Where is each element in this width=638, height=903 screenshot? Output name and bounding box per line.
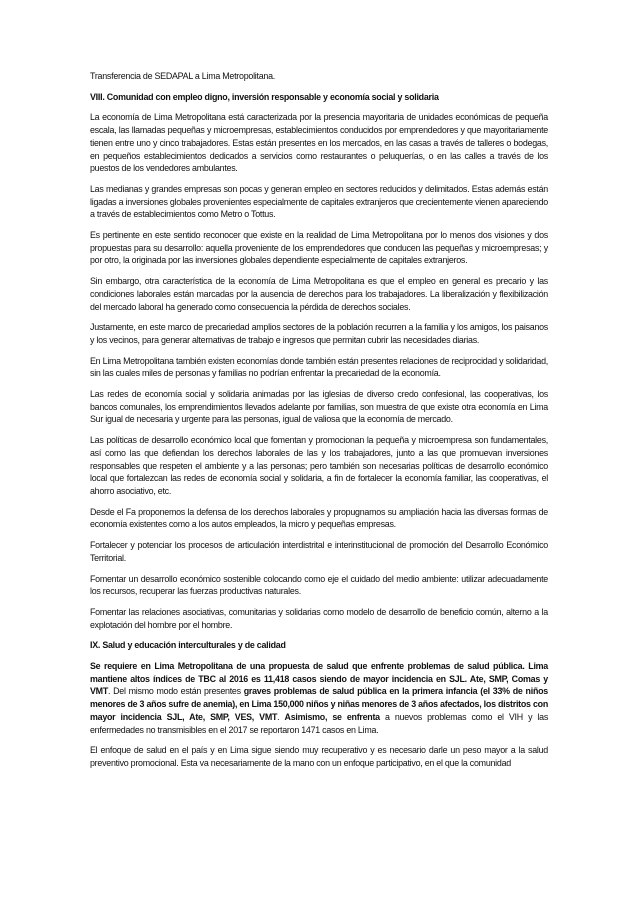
- intro-line: Transferencia de SEDAPAL a Lima Metropolitana.: [90, 71, 275, 81]
- paragraph-4: Sin embargo, otra característica de la economía de Lima Metropolitana es que el empleo en general es precario y las condiciones laborales están marcadas por la ausencia de derechos para los trabajadores. La liberalización y flexibilización del mercado laboral ha generado como consecuencia la pérdida de derechos sociales.: [90, 276, 548, 312]
- p13-text-3: a nuevos problemas como el VIH y las enfermedades no transmisibles en el 2017 se reportaron 1471 casos en Lima.: [90, 711, 549, 735]
- paragraph-7: Las redes de economía social y solidaria animadas por las iglesias de diverso credo confesional, las cooperativas, los bancos comunales, los emprendimientos llevados adelante por familias, son muestra de que existe otra economía en Lima Sur igual de necesaria y urgente para las personas, igual de valiosa que la economía de mercado.: [90, 389, 548, 425]
- paragraph-1: La economía de Lima Metropolitana está caracterizada por la presencia mayoritaria de unidades económicas de pequeña escala, las llamadas pequeñas y microempresas, establecimientos conducidos por emprendedores y que mayoritariamente tienen entre uno y cinco trabajadores. Estas están presentes en los mercados, en las casas a través de talleres o bodegas, en pequeños establecimientos dedicados a servicios como restaurantes o peluquerías, o en las calles a través de los puestos de los vendedores ambulantes.: [90, 112, 548, 174]
- section-8-heading: VIII. Comunidad con empleo digno, inversión responsable y economía social y solidaria: [90, 91, 439, 102]
- paragraph-6: En Lima Metropolitana también existen economías donde también están presentes relaciones de reciprocidad y solidaridad, sin las cuales miles de personas y familias no podrían enfrentar la precariedad de la economía.: [90, 355, 548, 379]
- paragraph-9: Desde el Fa proponemos la defensa de los derechos laborales y propugnamos su ampliación hacia las diversas formas de economía existentes como a los autos empleados, la micro y pequeñas empresas.: [90, 506, 548, 530]
- p13-bold-1: Se requiere en Lima Metropolitana de una propuesta de salud que enfrente problemas de salud pública. Lima mantiene altos índices de TBC al 2016 es 11,418 casos siendo de mayor incidencia en SJL. Ate, SMP, Comas y VMT: [90, 661, 548, 697]
- paragraph-3: Es pertinente en este sentido reconocer que existe en la realidad de Lima Metropolitana por lo menos dos visiones y dos propuestas para su desarrollo: aquella proveniente de los emprendedores que conducen las pequeñas y microempresas; y por otro, la originada por las inversiones globales dependiente especialmente de capitales extranjeros.: [90, 230, 548, 266]
- paragraph-13: [90, 660, 548, 736]
- paragraph-5: Justamente, en este marco de precariedad amplios sectores de la población recurren a la familia y los amigos, los paisanos y los vecinos, para generar alternativas de trabajo e ingresos que permitan cubrir las necesidades diarias.: [90, 322, 548, 345]
- p13-text-1: . Del mismo modo están presentes: [107, 686, 244, 697]
- paragraph-11: Fomentar un desarrollo económico sostenible colocando como eje el cuidado del medio ambiente: utilizar adecuadamente los recursos, recuperar las fuerzas productivas naturales.: [90, 573, 548, 597]
- paragraph-12: Fomentar las relaciones asociativas, comunitarias y solidarias como modelo de desarrollo de beneficio común, alterno a la explotación del hombre por el hombre.: [90, 606, 548, 630]
- p13-bold-2: graves problemas de salud pública en la primera infancia (el 33% de niños menores de 3 años sufre de anemia), en Lima 150,000 niños y niñas menores de 3 años afectados, los distritos con mayor incidencia SJL, Ate, SMP, VES, VMT: [90, 686, 548, 722]
- paragraph-10: Fortalecer y potenciar los procesos de articulación interdistrital e interinstitucional de promoción del Desarrollo Económico Territorial.: [90, 540, 548, 563]
- paragraph-2: Las medianas y grandes empresas son pocas y generan empleo en sectores reducidos y delimitados. Estas además están ligadas a inversiones globales provenientes especialmente de capitales extranjeros que crecientemente vienen apareciendo a través de establecimientos como Metro o Tottus.: [90, 183, 548, 220]
- paragraph-8: Las políticas de desarrollo económico local que fomentan y promocionan la pequeña y microempresa son fundamentales, así como las que defiendan los derechos laborales de las y los trabajadores, junto a las que promuevan inversiones responsables que respeten el ambiente y a las personas; pero también son necesarias políticas de desarrollo económico local que fortalezcan las redes de economía social y solidaria, a fin de fortalecer la economía familiar, las cooperativas, el ahorro asociativo, etc.: [90, 435, 548, 496]
- paragraph-14: El enfoque de salud en el país y en Lima sigue siendo muy recuperativo y es necesario darle un peso mayor a la salud preventivo promocional. Esta va necesariamente de la mano con un enfoque participativo, en el que la comunidad: [90, 745, 548, 768]
- document-page: [90, 70, 548, 778]
- p13-bold-3: Asimismo, se enfrenta: [284, 711, 380, 722]
- p13-text-2: .: [277, 711, 285, 722]
- section-9-heading: IX. Salud y educación interculturales y de calidad: [90, 640, 286, 651]
